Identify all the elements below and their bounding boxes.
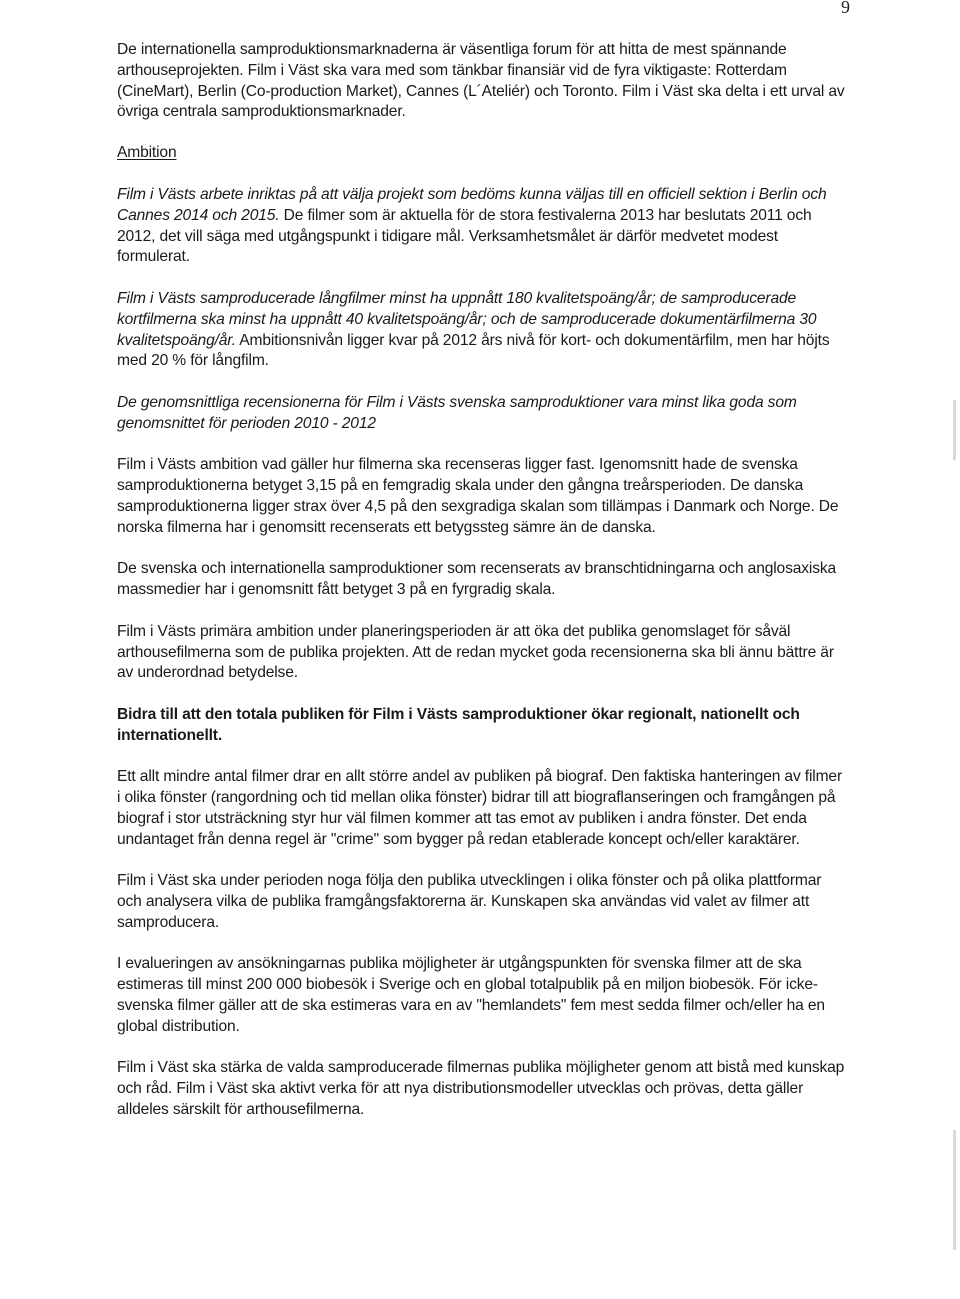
ambition-goal-italic: Film i Västs arbete inriktas på att välja projekt som bedöms kunna väljas till en officiell sektion i Berlin och Cannes 2014 och 2015.	[117, 185, 827, 224]
paragraph-evaluation: I evalueringen av ansökningarnas publika möjligheter är utgångspunkten för svenska filmer att de ska estimeras till minst 200 000 biobesök i Sverige och en global totalpublik på en miljon biobesök. För icke-svenska filmer gäller att de ska estimeras vara en av "hemlandets" fem mest sedda filmer och/eller ha en global distribution.	[117, 955, 825, 1035]
section-heading-ambition: Ambition	[117, 144, 177, 162]
scan-edge-mark	[953, 400, 956, 460]
paragraph-international: De svenska och internationella samproduktioner som recenserats av branschtidningarna och anglosaxiska massmedier har i genomsnitt fått betyget 3 på en fyrgradig skala.	[117, 560, 837, 599]
page-number: 9	[841, 0, 850, 17]
quality-explanation: Ambitionsnivån ligger kvar på 2012 års nivå för kort- och dokumentärfilm, men har höjts med 20 % för långfilm.	[117, 331, 830, 370]
paragraph-primary-ambition: Film i Västs primära ambition under planeringsperioden är att öka det publika genomslaget för såväl arthousefilmerna som de publika projekten. Att de redan mycket goda recensionerna ska bli ännu bättre är av underordnad betydelse.	[117, 622, 834, 682]
paragraph-ambition	[117, 185, 847, 268]
document-body	[117, 40, 847, 1121]
paragraph-reviews-goal	[117, 393, 847, 435]
paragraph-intro: De internationella samproduktionsmarknaderna är väsentliga forum för att hitta de mest spännande arthouseprojekten. Film i Väst ska vara med som tänkbar finansiär vid de fyra viktigaste: Rotterdam (CineMart), Berlin (Co-production Market), Cannes (L´Ateliér) och Toronto. Film i Väst ska delta i ett urval av övriga centrala samproduktionsmarknader.	[117, 41, 845, 121]
ambition-explanation: De filmer som är aktuella för de stora festivalerna 2013 har beslutats 2011 och 2012, det vill säga med utgångspunkt i tidigare mål. Verksamhetsmålet är därför medvetet modest formulerat.	[117, 206, 812, 266]
bold-goal-heading: Bidra till att den totala publiken för Film i Västs samproduktioner ökar regionalt, nationellt och internationellt.	[117, 705, 800, 744]
paragraph-reviews: Film i Västs ambition vad gäller hur filmerna ska recenseras ligger fast. Igenomsnitt hade de svenska samproduktionerna betyget 3,15 på en femgradig skala under den gångna treårsperioden. De danska samproduktionerna ligger strax över 4,5 på den sexgradiga skalan som tillämpas i Danmark och Norge. De norska filmerna har i genomsitt recenserats ett betygssteg sämre än de danska.	[117, 456, 839, 536]
paragraph-fewer-films: Ett allt mindre antal filmer drar en allt större andel av publiken på biograf. Den faktiska hanteringen av filmer i olika fönster (rangordning och tid mellan olika fönster) bidrar till att biograflanseringen och framgången på biograf i stor utsträckning styr hur väl filmen kommer att tas emot av publiken i andra fönster. Det enda undantaget från denna regel är "crime" som bygger på redan etablerade koncept och/eller karaktärer.	[117, 768, 842, 848]
paragraph-quality	[117, 289, 847, 372]
quality-goal-italic: Film i Västs samproducerade långfilmer minst ha uppnått 180 kvalitetspoäng/år; de samproducerade kortfilmerna ska minst ha uppnått 40 kvalitetspoäng/år; och de samproducerade dokumentärfilmerna 30 kvalitetspoäng/år.	[117, 289, 817, 349]
paragraph-strengthen: Film i Väst ska stärka de valda samproducerade filmernas publika möjligheter genom att bistå med kunskap och råd. Film i Väst ska aktivt verka för att nya distributionsmodeller utvecklas och prövas, detta gäller alldeles särskilt för arthousefilmerna.	[117, 1059, 845, 1119]
scan-edge-mark	[953, 1130, 956, 1250]
reviews-goal-italic: De genomsnittliga recensionerna för Film i Västs svenska samproduktioner vara minst lika goda som genomsnittet för perioden 2010 - 2012	[117, 393, 797, 432]
paragraph-follow-development: Film i Väst ska under perioden noga följa den publika utvecklingen i olika fönster och på olika plattformar och analysera vilka de publika framgångsfaktorerna är. Kunskapen ska användas vid valet av filmer att samproducera.	[117, 872, 822, 931]
